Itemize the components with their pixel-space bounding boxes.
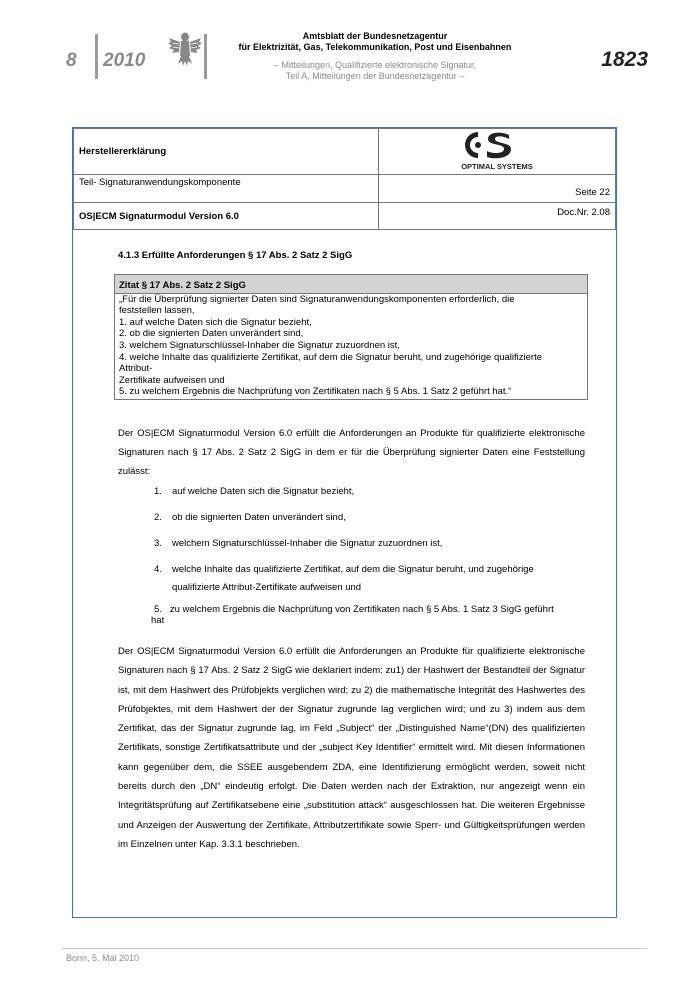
- quote-line: feststellen lassen,: [119, 305, 195, 317]
- list-item: [154, 483, 584, 501]
- product-name: OS|ECM Signaturmodul Version 6.0: [74, 203, 379, 230]
- quote-line: Attribut-: [119, 363, 153, 375]
- list-text: welchem Signaturschlüssel-Inhaber die Signatur zuzuordnen ist,: [172, 538, 443, 549]
- footer-divider: [62, 948, 647, 949]
- quote-heading: Zitat § 17 Abs. 2 Satz 2 SigG: [115, 275, 587, 294]
- list-text: ob die signierten Daten unverändert sind,: [172, 512, 346, 523]
- header-divider: [95, 34, 98, 79]
- document-header-table: [73, 128, 616, 230]
- journal-subtitle-line: – Mitteilungen, Qualifizierte elektronische Signatur,: [273, 60, 477, 70]
- list-number: 2.: [154, 512, 162, 523]
- optimal-systems-logo-icon: [452, 129, 542, 171]
- list-text: welche Inhalte das qualifizierte Zertifikat, auf dem die Signatur beruht, und zugehörige qualifizierte Attribut-Zertifikate aufweisen und: [172, 564, 534, 593]
- declaration-paragraph: Der OS|ECM Signaturmodul Version 6.0 erfüllt die Anforderungen an Produkte für qualifizierte elektronische Signaturen nach § 17 Abs. 2 Satz 2 SigG wie deklariert indem: zu1) der Hashwert der Bestandteil der Signatur ist, mit dem Hashwert des Prüfobjekts verglichen wird; zu 2) die mathematische Integrität des Hashwertes des Prüfobjektes, mit dem Hashwert der der Signatur zugrunde lag verglichen wird; und zu 3) indem aus dem Zertifikat, das der Signatur zugrunde lag, im Feld „Subject“ der „Distinguished Name“(DN) des qualifizierten Zertifikats, sonstige Zertifikatsattribute und der „subject Key Identifier“ ermittelt wird. Mit diesen Informationen kann gegenüber dem, die SSEE ausgebendem ZDA, eine Identifizierung ermöglicht werden, soweit nicht bereits durch den „DN“ eindeutig erfolgt. Die Daten werden nach der Extraktion, nur angezeigt wenn ein Integritätsprüfung auf Zertifikatsebene eine „substitution attack“ ausgeschlossen hat. Die weiteren Ergebnisse und Anzeigen der Auswertung der Zertifikate, Attributzertifikate sowie Sperr- und Gültigkeitsprüfungen werden im Einzelnen unter Kap. 3.3.1 beschrieben.: [118, 646, 585, 850]
- doc-number: Doc.Nr. 2.08: [379, 203, 616, 230]
- issue-year: 2010: [103, 50, 146, 71]
- intro-paragraph: Der OS|ECM Signaturmodul Version 6.0 erfüllt die Anforderungen an Produkte für qualifizierte elektronische Signaturen nach § 17 Abs. 2 Satz 2 SigG in dem er für die Überprüfung signierter Daten eine Feststellung zulässt:: [118, 428, 585, 477]
- quote-box: [114, 274, 588, 400]
- doc-title: Herstellererklärung: [74, 129, 379, 175]
- list-number: 3.: [154, 538, 162, 549]
- list-item: [154, 535, 584, 553]
- list-number: 1.: [154, 486, 162, 497]
- federal-eagle-icon: [168, 30, 202, 70]
- quote-line: Zertifikate aufweisen und: [119, 374, 225, 386]
- quote-body: [115, 294, 587, 399]
- list-text-continuation: hat: [151, 615, 165, 626]
- list-item: [154, 561, 584, 597]
- list-text: zu welchem Ergebnis die Nachprüfung von Zertifikaten nach § 5 Abs. 1 Satz 3 SigG geführt: [169, 604, 554, 615]
- quote-line: 2. ob die signierten Daten unverändert sind,: [119, 328, 304, 340]
- component-type: Teil- Signaturanwendungskomponente: [74, 175, 379, 203]
- journal-title-line: für Elektrizität, Gas, Telekommunikation, Post und Eisenbahnen: [238, 42, 512, 52]
- page-number: 1823: [601, 48, 648, 71]
- doc-page: Seite 22: [379, 175, 616, 203]
- journal-title-line: Amtsblatt der Bundesnetzagentur: [302, 31, 448, 41]
- list-number: 4.: [154, 564, 162, 575]
- company-logo: [379, 129, 616, 175]
- quote-line: 3. welchem Signaturschlüssel-Inhaber die Signatur zuzuordnen ist,: [119, 339, 400, 351]
- quote-line: 4. welche Inhalte das qualifizierte Zertifikat, auf dem die Signatur beruht, und zugehörige qualifizierte: [119, 351, 542, 363]
- list-text: auf welche Daten sich die Signatur bezieht,: [172, 486, 355, 497]
- logo-text: OPTIMAL SYSTEMS: [461, 162, 533, 171]
- header-divider: [204, 34, 207, 79]
- quote-line: „Für die Überprüfung signierter Daten sind Signaturanwendungskomponenten erforderlich, die: [119, 293, 515, 305]
- list-item: [151, 604, 594, 626]
- journal-subtitle-line: Teil A, Mitteilungen der Bundesnetzagentur –: [285, 71, 465, 81]
- footer-date: Bonn, 5. Mai 2010: [66, 953, 140, 963]
- quote-line: 5. zu welchem Ergebnis die Nachprüfung von Zertifikaten nach § 5 Abs. 1 Satz 2 geführt hat.“: [119, 386, 512, 398]
- list-item: [154, 509, 584, 527]
- list-number: 5.: [154, 604, 162, 615]
- section-heading: 4.1.3 Erfüllte Anforderungen § 17 Abs. 2 Satz 2 SigG: [118, 250, 353, 261]
- quote-line: 1. auf welche Daten sich die Signatur bezieht,: [119, 316, 312, 328]
- issue-number: 8: [66, 50, 77, 71]
- journal-title: [225, 31, 525, 82]
